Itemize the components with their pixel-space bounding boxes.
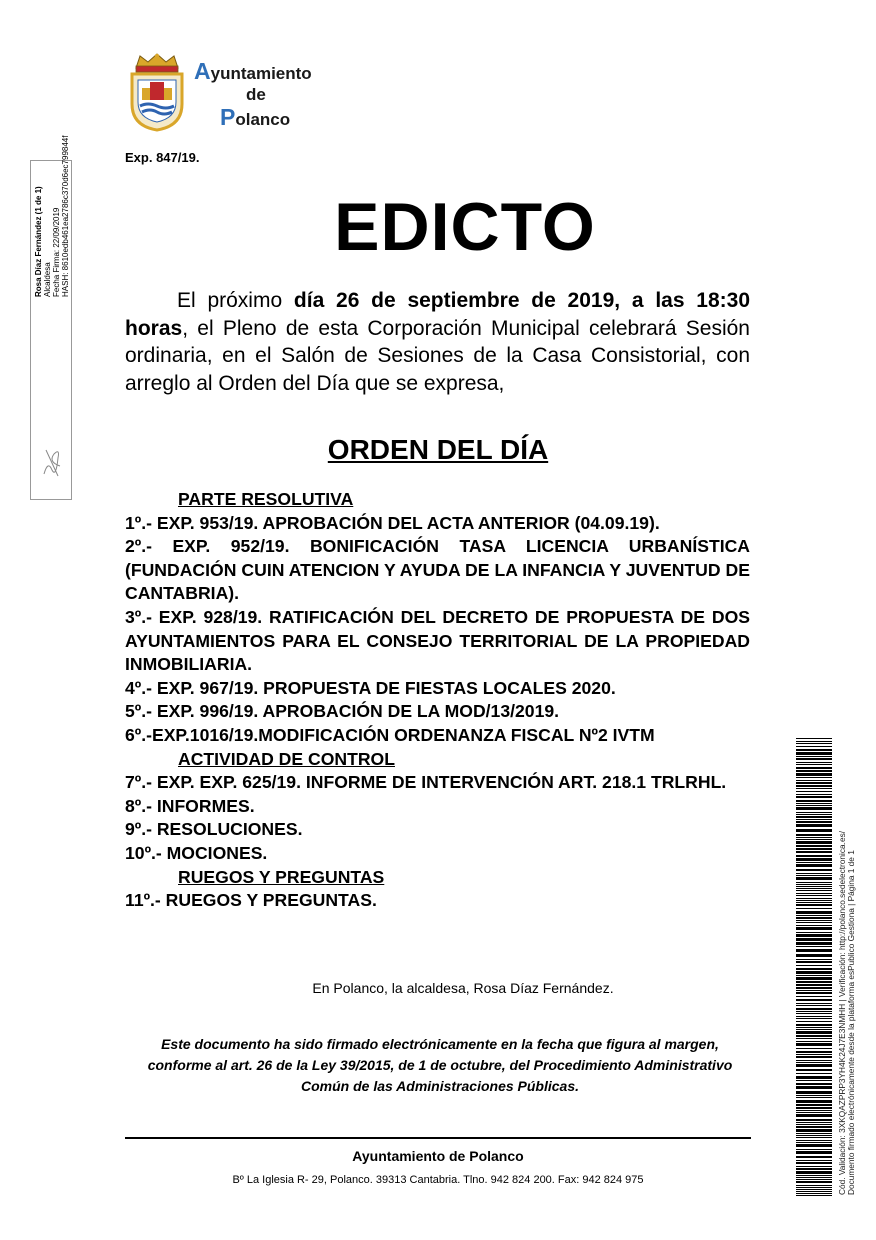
agenda-section-heading: PARTE RESOLUTIVA [178,489,354,509]
validation-barcode [796,738,832,1198]
logo-line-ayuntamiento: Ayuntamiento [194,58,312,84]
electronic-signature-notice: Este documento ha sido firmado electrónicamente en la fecha que figura al margen, conforme al art. 26 de la Ley 39/2015, de 1 de octubre, del Procedimiento Administrativo Común de las Administraciones Públicas. [147,1036,733,1094]
coat-of-arms-logo [128,52,186,132]
footer-organization: Ayuntamiento de Polanco [352,1148,524,1164]
logo-line-de: de [246,85,266,104]
footer-address: Bº La Iglesia R- 29, Polanco. 39313 Cantabria. Tlno. 942 824 200. Fax: 942 824 975 [232,1174,644,1186]
platform-line: Documento firmado electrónicamente desde la plataforma esPublico Gestiona | Página 1 de 1 [846,850,856,1195]
agenda-item: 1º.- EXP. 953/19. APROBACIÓN DEL ACTA ANTERIOR (04.09.19). [125,512,660,533]
logo-line-polanco: Polanco [220,104,291,130]
agenda-item: 10º.- MOCIONES. [125,842,268,863]
agenda-item: 6º.-EXP.1016/19.MODIFICACIÓN ORDENANZA FISCAL Nº2 IVTM [125,724,655,745]
agenda-item: 8º.- INFORMES. [125,795,255,816]
signer-name: Rosa Díaz Fernández (1 de 1) [34,186,43,297]
closing-line: En Polanco, la alcaldesa, Rosa Díaz Fernández. [312,980,614,996]
agenda-section-heading: ACTIVIDAD DE CONTROL [178,748,395,769]
signer-role: Alcaldesa [43,262,52,297]
agenda-item: 2º.- EXP. 952/19. BONIFICACIÓN TASA LICENCIA URBANÍSTICA (FUNDACIÓN CUIN ATENCION Y AYUDA DE LA INFANCIA Y JUVENTUD DE CANTABRIA). [125,536,750,604]
document-title: EDICTO [334,189,596,265]
agenda-item: 5º.- EXP. 996/19. APROBACIÓN DE LA MOD/13/2019. [125,701,560,722]
signature-date: Fecha Firma: 22/09/2019 [52,207,61,297]
expedient-reference: Exp. 847/19. [125,150,200,165]
agenda-item: 11º.- RUEGOS Y PREGUNTAS. [125,890,377,911]
agenda-item: 4º.- EXP. 967/19. PROPUESTA DE FIESTAS LOCALES 2020. [125,677,616,698]
agenda-heading: ORDEN DEL DÍA [327,434,549,465]
validation-code-line: Cód. Validación: 3XKQAZPRP3YH4K24J7E3NMHH | Verificación: http://polanco.sedelectronica.es/ [837,830,847,1195]
agenda-section-heading: RUEGOS Y PREGUNTAS [178,866,385,887]
intro-paragraph: El próximo día 26 de septiembre de 2019, a las 18:30 horas, el Pleno de esta Corporación Municipal celebrará Sesión ordinaria, en el Salón de Sesiones de la Casa Consistorial, con arreglo al Orden del Día que se expresa, [125,289,751,395]
footer-divider [125,1137,751,1139]
signature-hash: HASH: 8610edb461ea2786c370d6ec799844f [61,135,70,297]
agenda-list [125,488,750,913]
agenda-item: 7º.- EXP. EXP. 625/19. INFORME DE INTERVENCIÓN ART. 218.1 TRLRHL. [125,772,727,793]
agenda-item: 3º.- EXP. 928/19. RATIFICACIÓN DEL DECRETO DE PROPUESTA DE DOS AYUNTAMIENTOS PARA EL CONSEJO TERRITORIAL DE LA PROPIEDAD INMOBILIARIA. [125,606,750,675]
agenda-item: 9º.- RESOLUCIONES. [125,819,303,840]
